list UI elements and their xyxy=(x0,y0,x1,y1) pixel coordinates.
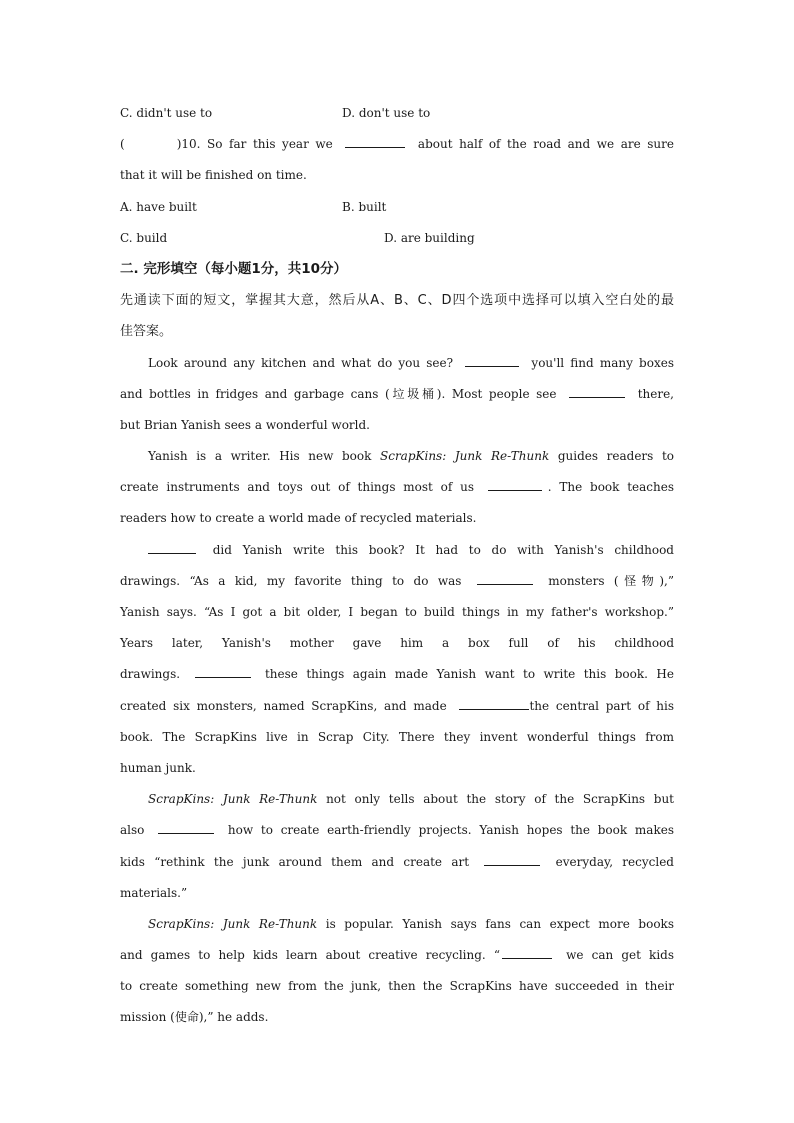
section-2-instructions-line-1: 先通读下面的短文，掌握其大意，然后从A、B、C、D四个选项中选择可以填入空白处的最 xyxy=(120,293,674,309)
p1-text-b: you'll find many boxes xyxy=(531,355,674,370)
section-2-instructions-line-2: 佳答案。 xyxy=(120,324,173,340)
p2-line-2 xyxy=(120,472,674,503)
q10-option-a: A. have built xyxy=(120,199,197,214)
p3-text-b: drawings. “As a kid, my favorite thing to do was xyxy=(120,573,462,588)
cloze-blank-7[interactable] xyxy=(459,699,529,710)
p1-line-2 xyxy=(120,379,674,410)
q10-stem-b: about half of the road and we are sure xyxy=(417,137,674,152)
cloze-blank-6[interactable] xyxy=(195,667,251,678)
p3-text-a: did Yanish write this book? It had to do with Yanish's childhood xyxy=(212,542,674,557)
p2-text-d: . The book teaches xyxy=(547,480,674,495)
p1-text-d: there, xyxy=(637,386,674,401)
p2-text-b: guides readers to xyxy=(557,449,674,464)
q9-option-d: D. don't use to xyxy=(342,106,431,120)
p3-line-2 xyxy=(120,566,674,597)
q10-stem-line-1 xyxy=(120,129,674,160)
p3-line-6 xyxy=(120,691,674,722)
p4-text-e: everyday, recycled xyxy=(555,854,674,869)
p4-line-1 xyxy=(120,784,674,815)
q10-paren-open: ( xyxy=(120,137,125,152)
p2-line-3: readers how to create a world made of recycled materials. xyxy=(120,511,477,526)
p5-text-b: and games to help kids learn about creative recycling. “ xyxy=(120,948,500,963)
book-title: ScrapKins: Junk Re-Thunk xyxy=(148,916,318,931)
q10-paren-close: )10. xyxy=(176,137,201,152)
p5-line-4: mission (使命),” he adds. xyxy=(120,1010,269,1025)
q10-options-ab xyxy=(120,192,674,223)
q10-stem-line-2 xyxy=(120,160,674,191)
q10-stem-a: So far this year we xyxy=(207,137,333,152)
p1-text-a: Look around any kitchen and what do you see? xyxy=(148,355,454,370)
p3-line-8: human junk. xyxy=(120,760,196,775)
p4-line-3 xyxy=(120,847,674,878)
p2-text-a: Yanish is a writer. His new book xyxy=(148,449,372,464)
cloze-blank-1[interactable] xyxy=(465,356,519,367)
p3-text-d: drawings. xyxy=(120,667,181,682)
cloze-blank-2[interactable] xyxy=(569,387,625,398)
q10-option-c: C. build xyxy=(120,230,168,245)
cloze-blank-8[interactable] xyxy=(158,823,214,834)
p1-line-1 xyxy=(120,348,674,379)
book-title: ScrapKins: Junk Re-Thunk xyxy=(380,449,550,464)
q10-option-d: D. are building xyxy=(384,230,475,245)
p5-text-a: is popular. Yanish says fans can expect more books xyxy=(325,916,674,931)
q9-option-c: C. didn't use to xyxy=(120,106,213,120)
q10-blank[interactable] xyxy=(345,137,405,148)
p5-line-3: to create something new from the junk, then the ScrapKins have succeeded in their xyxy=(120,979,674,994)
section-2-title: 二. 完形填空（每小题1分，共10分） xyxy=(120,260,348,277)
p4-text-b: also xyxy=(120,823,145,838)
p1-text-c: and bottles in fridges and garbage cans (垃圾桶). Most people see xyxy=(120,386,557,401)
p3-text-f: created six monsters, named ScrapKins, and made xyxy=(120,698,447,713)
p3-line-1 xyxy=(120,535,674,566)
q9-options-cd xyxy=(120,98,674,129)
p4-text-d: kids “rethink the junk around them and create art xyxy=(120,854,470,869)
p5-line-1 xyxy=(120,909,674,940)
p5-text-c: we can get kids xyxy=(566,948,674,963)
q10-option-b: B. built xyxy=(342,199,387,214)
p2-text-c: create instruments and toys out of things most of us xyxy=(120,480,474,495)
p3-line-7: book. The ScrapKins live in Scrap City. There they invent wonderful things from xyxy=(120,729,674,744)
p1-line-3: but Brian Yanish sees a wonderful world. xyxy=(120,417,370,432)
q10-stem-c: that it will be finished on time. xyxy=(120,168,307,183)
p3-line-4: Years later, Yanish's mother gave him a box full of his childhood xyxy=(120,636,674,651)
p4-text-c: how to create earth-friendly projects. Yanish hopes the book makes xyxy=(227,823,674,838)
cloze-blank-10[interactable] xyxy=(502,948,552,959)
p3-line-3: Yanish says. “As I got a bit older, I began to build things in my father's workshop.” xyxy=(120,605,674,619)
p3-text-e: these things again made Yanish want to write this book. He xyxy=(264,667,674,682)
q10-options-cd xyxy=(120,223,674,254)
p4-text-a: not only tells about the story of the ScrapKins but xyxy=(326,792,675,807)
p5-line-2 xyxy=(120,940,674,971)
p2-line-1 xyxy=(120,441,674,472)
cloze-blank-9[interactable] xyxy=(484,855,540,866)
p3-line-5 xyxy=(120,659,674,690)
p3-text-c: monsters (怪物),” xyxy=(548,573,674,588)
p4-line-4: materials.” xyxy=(120,885,188,900)
p3-text-g: the central part of his xyxy=(529,698,674,713)
cloze-blank-3[interactable] xyxy=(488,480,542,491)
p4-line-2 xyxy=(120,815,674,846)
cloze-blank-5[interactable] xyxy=(477,574,533,585)
exam-page xyxy=(120,98,674,1034)
cloze-blank-4[interactable] xyxy=(148,543,196,554)
book-title: ScrapKins: Junk Re-Thunk xyxy=(148,792,318,807)
